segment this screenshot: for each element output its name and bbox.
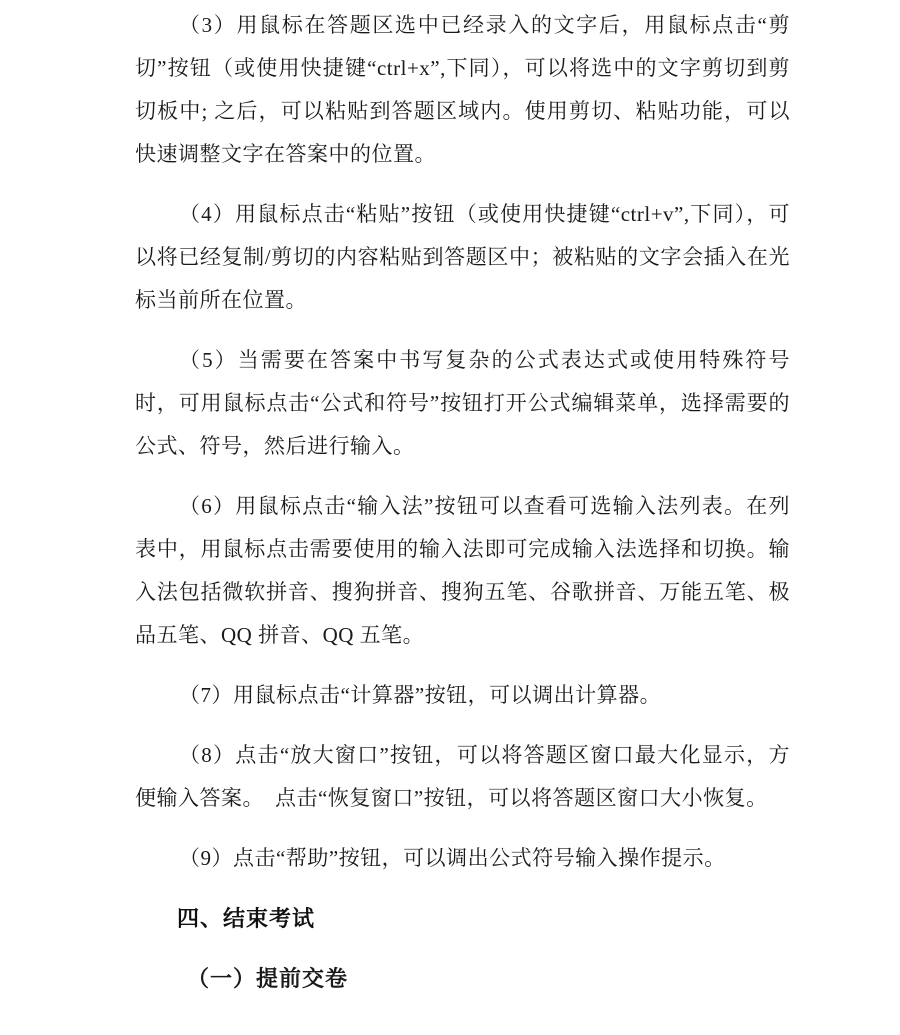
paragraph-item-6: （6）用鼠标点击“输入法”按钮可以查看可选输入法列表。在列表中，用鼠标点击需要使用的输入法即可完成输入法选择和切换。输入法包括微软拼音、搜狗拼音、搜狗五笔、谷歌拼音、万能五笔、极品五笔、QQ 拼音、QQ 五笔。 <box>135 494 790 647</box>
paragraph-item-5: （5）当需要在答案中书写复杂的公式表达式或使用特殊符号时，可用鼠标点击“公式和符号”按钮打开公式编辑菜单，选择需要的公式、符号，然后进行输入。 <box>135 348 790 458</box>
paragraph-item-4: （4）用鼠标点击“粘贴”按钮（或使用快捷键“ctrl+v”,下同），可以将已经复制/剪切的内容粘贴到答题区中；被粘贴的文字会插入在光标当前所在位置。 <box>135 202 790 312</box>
paragraph-item-8: （8）点击“放大窗口”按钮，可以将答题区窗口最大化显示，方便输入答案。 点击“恢复窗口”按钮，可以将答题区窗口大小恢复。 <box>135 743 790 810</box>
subsection-heading-early-submit: （一）提前交卷 <box>187 966 349 991</box>
section-heading-end-exam: 四、结束考试 <box>177 906 316 931</box>
paragraph-item-7: （7）用鼠标点击“计算器”按钮，可以调出计算器。 <box>179 683 662 707</box>
paragraph-item-3: （3）用鼠标在答题区选中已经录入的文字后，用鼠标点击“剪切”按钮（或使用快捷键“ctrl+x”,下同），可以将选中的文字剪切到剪切板中; 之后，可以粘贴到答题区域内。使用剪切、粘贴功能，可以快速调整文字在答案中的位置。 <box>135 13 790 166</box>
paragraph-item-9: （9）点击“帮助”按钮，可以调出公式符号输入操作提示。 <box>179 846 726 870</box>
